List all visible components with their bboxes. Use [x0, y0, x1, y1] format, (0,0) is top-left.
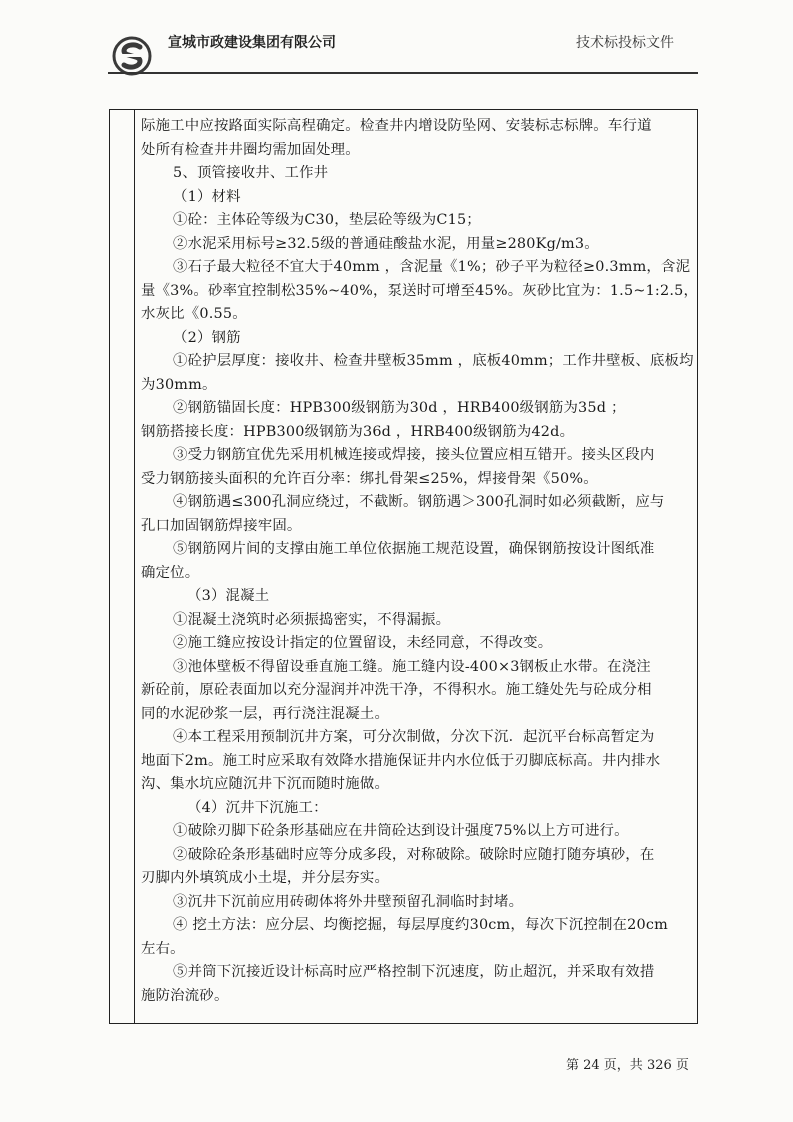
text-line: 地面下2m。施工时应采取有效降水措施保证井内水位低于刃脚底标高。井内排水 — [141, 752, 661, 769]
text-line: 为30mm。 — [141, 376, 217, 393]
text-line: 际施工中应按路面实际高程确定。检查井内增设防坠网、安装标志标牌。车行道 — [141, 118, 652, 134]
text-line: ②钢筋锚固长度：HPB300级钢筋为30d ，HRB400级钢筋为35d ； — [173, 400, 626, 416]
text-line: ①砼：主体砼等级为C30，垫层砼等级为C15； — [173, 212, 481, 228]
text-line: 钢筋搭接长度：HPB300级钢筋为36d ，HRB400级钢筋为42d。 — [141, 423, 575, 440]
text-line: 确定位。 — [141, 564, 200, 581]
company-logo-icon — [112, 36, 152, 76]
text-line: ①混凝土浇筑时必须振捣密实，不得漏振。 — [173, 611, 451, 628]
subsection-heading: （3）混凝土 — [187, 588, 270, 604]
text-line: ③池体壁板不得留设垂直施工缝。施工缝内设-400×3钢板止水带。在浇注 — [173, 658, 651, 675]
text-line: 沟、集水坑应随沉井下沉而随时施做。 — [141, 776, 390, 792]
text-line: 同的水泥砂浆一层，再行浇注混凝土。 — [141, 705, 390, 722]
text-line: ④钢筋遇≤300孔洞应绕过，不截断。钢筋遇＞300孔洞时如必须截断，应与 — [173, 494, 665, 510]
page-header — [0, 0, 793, 80]
text-line: ②施工缝应按设计指定的位置留设，未经同意，不得改变。 — [173, 635, 553, 651]
text-line: 量《3%。砂率宜控制松35%~40%，泵送时可增至45%。灰砂比宜为：1.5~1:2.5， — [141, 282, 699, 299]
text-line: ②水泥采用标号≥32.5级的普通硅酸盐水泥，用量≥280Kg/m3。 — [173, 235, 599, 252]
subsection-heading: （4）沉井下沉施工： — [187, 799, 328, 816]
section-heading: 5、顶管接收井、工作井 — [173, 165, 329, 181]
text-line: ⑤并筒下沉接近设计标高时应严格控制下沉速度，防止超沉，并采取有效措 — [173, 964, 655, 980]
text-line: ④ 挖土方法：应分层、均衡挖掘，每层厚度约30cm，每次下沉控制在20cm — [173, 917, 668, 933]
text-line: 刃脚内外填筑成小土堤，并分层夯实。 — [141, 870, 390, 886]
text-line: 左右。 — [141, 940, 185, 957]
text-line: ⑤钢筋网片间的支撑由施工单位依据施工规范设置，确保钢筋按设计图纸准 — [173, 541, 655, 557]
text-line: ③石子最大粒径不宜大于40mm ，含泥量《1%；砂子平为粒径≥0.3mm，含泥 — [173, 259, 691, 275]
header-rule — [108, 72, 698, 74]
text-line: 孔口加固钢筋焊接牢固。 — [141, 517, 302, 534]
subsection-heading: （2）钢筋 — [173, 329, 241, 346]
body-text — [141, 115, 699, 1008]
table-column-divider — [134, 110, 135, 1023]
text-line: 受力钢筋接头面积的允许百分率：绑扎骨架≤25%，焊接骨架《50%。 — [141, 470, 598, 487]
text-line: 处所有检查井井圈均需加固处理。 — [141, 141, 360, 158]
text-line: ②破除砼条形基础时应等分成多段，对称破除。破除时应随打随夯填砂，在 — [173, 846, 655, 863]
text-line: 新砼前，原砼表面加以充分湿润并冲洗干净，不得积水。施工缝处先与砼成分相 — [141, 682, 652, 698]
text-line: ①破除刃脚下砼条形基础应在井筒砼达到设计强度75%以上方可进行。 — [173, 823, 629, 839]
company-name: 宣城市政建设集团有限公司 — [168, 35, 336, 51]
document-type: 技术标投标文件 — [576, 35, 674, 51]
text-line: ③受力钢筋宜优先采用机械连接或焊接，接头位置应相互错开。接头区段内 — [173, 447, 655, 463]
subsection-heading: （1）材料 — [173, 188, 241, 205]
text-line: 施防治流砂。 — [141, 987, 229, 1004]
text-line: ①砼护层厚度：接收井、检查井壁板35mm ，底板40mm；工作井壁板、底板均 — [173, 353, 694, 369]
text-line: 水灰比《0.55。 — [141, 306, 247, 322]
text-line: ③沉井下沉前应用砖砌体将外井壁预留孔洞临时封堵。 — [173, 893, 524, 910]
page-number: 第 24 页，共 326 页 — [566, 1058, 689, 1073]
text-line: ④本工程采用预制沉井方案，可分次制做，分次下沉．起沉平台标高暂定为 — [173, 729, 655, 745]
